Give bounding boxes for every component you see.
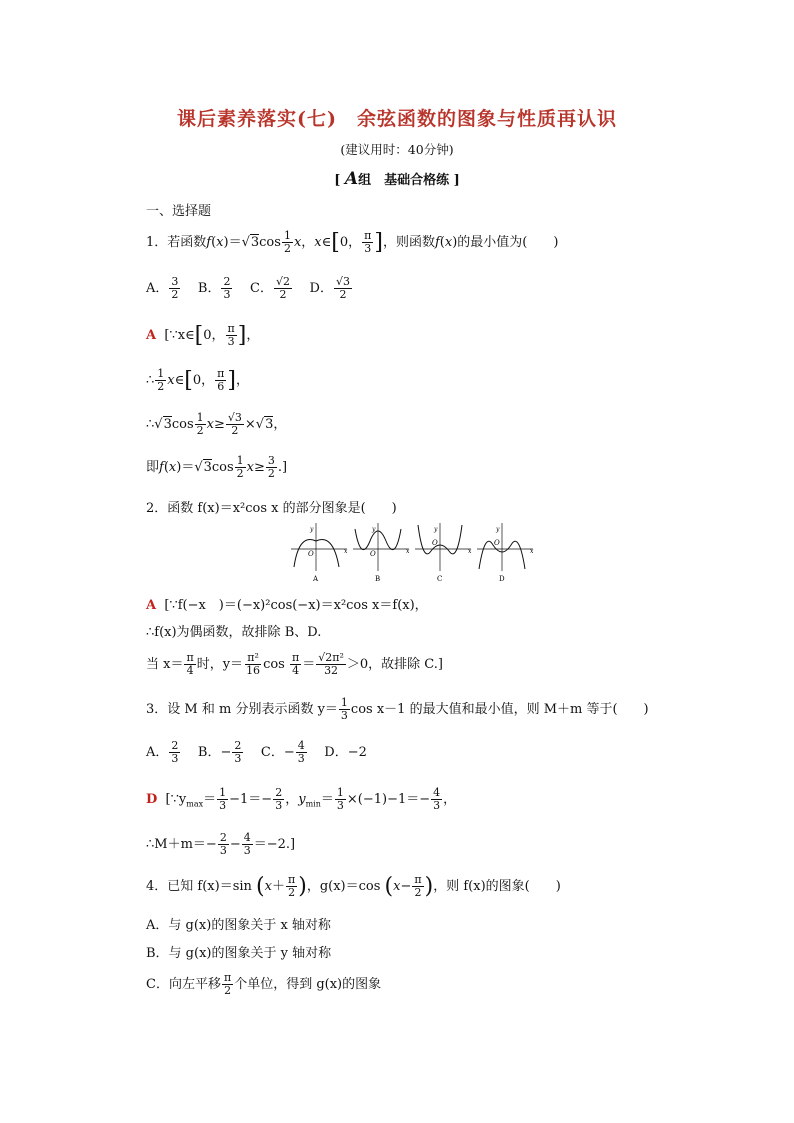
q1-answer: A bbox=[146, 328, 157, 343]
graph-a bbox=[291, 523, 348, 583]
q3-answer: D bbox=[146, 792, 158, 807]
question-3-stem: 3．设 M 和 m 分别表示函数 y＝ $\frac{1}{3}$ cos x－1 的最大值和最小值，则 M＋m 等于( ) bbox=[146, 696, 649, 722]
svg-text:O: O bbox=[308, 550, 314, 558]
graph-c bbox=[415, 523, 472, 583]
suggested-time: (建议用时：40分钟) bbox=[340, 142, 454, 157]
q2-sol-3b: 时，y＝ bbox=[196, 657, 244, 672]
svg-text:y: y bbox=[310, 526, 314, 533]
q1-text-b: ，则函数 bbox=[382, 235, 435, 250]
q4-option-a: A．与 g(x)的图象关于 x 轴对称 bbox=[146, 918, 331, 933]
q3-text-b: cos x－1 的最大值和最小值，则 M＋m 等于( ) bbox=[350, 702, 649, 717]
q2-sol-3c: cos bbox=[263, 657, 285, 672]
option-b: B．− bbox=[197, 745, 232, 760]
svg-text:x: x bbox=[344, 548, 348, 555]
graph-d-label: D bbox=[499, 575, 505, 583]
q2-sol-3a: 当 x＝ bbox=[146, 657, 184, 672]
q1-sol-4: 即 bbox=[146, 460, 160, 475]
question-1-stem: 1．若函数f(x)＝√3cos $\frac{1}{2}$ x，x∈[0， $\frac{\pi}{3}$ ]，则函数f(x)的最小值为( ) bbox=[146, 229, 559, 255]
q3-sol-2: ∴M＋m＝− bbox=[146, 837, 217, 852]
svg-text:y: y bbox=[496, 526, 500, 533]
q1-sol-1: [∵x∈ bbox=[164, 328, 195, 343]
option-a: A． bbox=[146, 745, 169, 760]
q2-sol-3e: ＞0，故排除 C.] bbox=[346, 657, 443, 672]
group-bracket-open: [ bbox=[334, 173, 341, 188]
svg-text:x: x bbox=[406, 548, 410, 555]
q1-solution-line-3: ∴√3cos $\frac{1}{2}$ x≥ $\frac{√3}{2}$ ×√3， bbox=[146, 411, 287, 437]
svg-text:O: O bbox=[432, 539, 438, 547]
svg-text:O: O bbox=[370, 550, 376, 558]
question-1-options: A． $\frac{3}{2}$ B． $\frac{2}{3}$ C． $\frac{√2}{2}$ D． $\frac{√3}{2}$ bbox=[146, 275, 350, 301]
q4-optc-a: C．向左平移 bbox=[146, 977, 221, 992]
q1-text-a: 1．若函数 bbox=[146, 235, 207, 250]
q2-answer: A bbox=[146, 598, 157, 613]
q3-text-a: 3．设 M 和 m 分别表示函数 y＝ bbox=[146, 702, 338, 717]
section-title: 一、选择题 bbox=[146, 204, 212, 219]
group-bracket-close: ] bbox=[453, 173, 460, 188]
q3-solution-line-2: ∴M＋m＝− $\frac{2}{3}$ − $\frac{4}{3}$ ＝−2.] bbox=[146, 831, 296, 857]
q4-text-b: ，g(x)＝cos bbox=[306, 879, 381, 894]
q1-solution-line-1: A [∵x∈[0， $\frac{\pi}{3}$ ]， bbox=[146, 322, 260, 348]
group-letter: A bbox=[344, 169, 359, 189]
option-b: B． bbox=[197, 281, 221, 296]
q1-solution-line-4: 即f(x)＝√3cos $\frac{1}{2}$ x≥ $\frac{3}{2}$ .] bbox=[146, 454, 288, 480]
q4-option-b: B．与 g(x)的图象关于 y 轴对称 bbox=[146, 946, 332, 961]
graph-b bbox=[353, 523, 410, 583]
svg-text:x: x bbox=[468, 548, 472, 555]
q1-sol-2: ∴ bbox=[146, 373, 155, 388]
q1-sol-3: ∴ bbox=[146, 417, 155, 432]
q3-solution-line-1: D [$\because y_{max}=$ $\frac{1}{3}$ −1＝− $\frac{2}{3}$ ，$y_{min}=$ $\frac{1}{3}$ ×(−1)−1＝− $\frac{4}{3}$ ， bbox=[146, 786, 457, 812]
option-c: C．− bbox=[260, 745, 295, 760]
option-d: D． bbox=[309, 281, 333, 296]
option-c: C． bbox=[250, 281, 273, 296]
svg-text:y: y bbox=[372, 526, 376, 533]
q1-solution-line-2: ∴ $\frac{1}{2}$ x∈[0， $\frac{\pi}{6}$ ]， bbox=[146, 367, 249, 393]
option-a: A． bbox=[146, 281, 169, 296]
graph-a-label: A bbox=[313, 575, 319, 583]
q2-solution-line-2: ∴f(x)为偶函数，故排除 B、D. bbox=[146, 625, 322, 640]
svg-text:O: O bbox=[494, 539, 500, 547]
q2-solution-line-1 bbox=[146, 594, 428, 613]
q2-sol-3d: ＝ bbox=[302, 657, 316, 672]
q4-text-c: ，则 f(x)的图象( ) bbox=[433, 879, 561, 894]
question-4-stem: 4．已知 f(x)＝sin (x＋ $\frac{\pi}{2}$ )，g(x)＝cos (x− $\frac{\pi}{2}$ )，则 f(x)的图象( ) bbox=[146, 873, 561, 899]
option-d: D．−2 bbox=[324, 745, 367, 760]
q1-text-c: 的最小值为( ) bbox=[457, 235, 559, 250]
q2-solution-line-3: 当 x＝ $\frac{\pi}{4}$ 时，y＝ $\frac{\text{π²}}{16}$ cos $\frac{\pi}{4}$ ＝ $\frac{\text{√2π²}}{32}$ ＞0，故排除 C.] bbox=[146, 651, 443, 677]
q2-sol-1: [∵f(−x )＝(−x)²cos(−x)＝x²cos x＝f(x)， bbox=[164, 598, 428, 613]
graph-c-label: C bbox=[437, 575, 443, 583]
question-3-options: A． $\frac{2}{3}$ B．− $\frac{2}{3}$ C．− $\frac{4}{3}$ D．−2 bbox=[146, 739, 367, 765]
svg-text:y: y bbox=[434, 526, 438, 533]
q3-sol-1: [∵y bbox=[165, 792, 187, 807]
q4-optc-b: 个单位，得到 g(x)的图象 bbox=[234, 977, 382, 992]
page-title: 课后素养落实(七) 余弦函数的图象与性质再认识 bbox=[177, 108, 617, 130]
q4-option-c: C．向左平移 $\frac{\pi}{2}$ 个单位，得到 g(x)的图象 bbox=[146, 971, 382, 997]
svg-text:x: x bbox=[530, 548, 534, 555]
group-heading bbox=[0, 169, 794, 189]
q2-graph-options bbox=[291, 519, 534, 585]
graph-b-label: B bbox=[375, 575, 381, 583]
graph-d bbox=[477, 523, 534, 583]
q4-text-a: 4．已知 f(x)＝sin bbox=[146, 879, 252, 894]
group-label: 组 基础合格练 bbox=[358, 173, 450, 188]
question-2-stem: 2．函数 f(x)＝x²cos x 的部分图象是( ) bbox=[146, 501, 397, 516]
